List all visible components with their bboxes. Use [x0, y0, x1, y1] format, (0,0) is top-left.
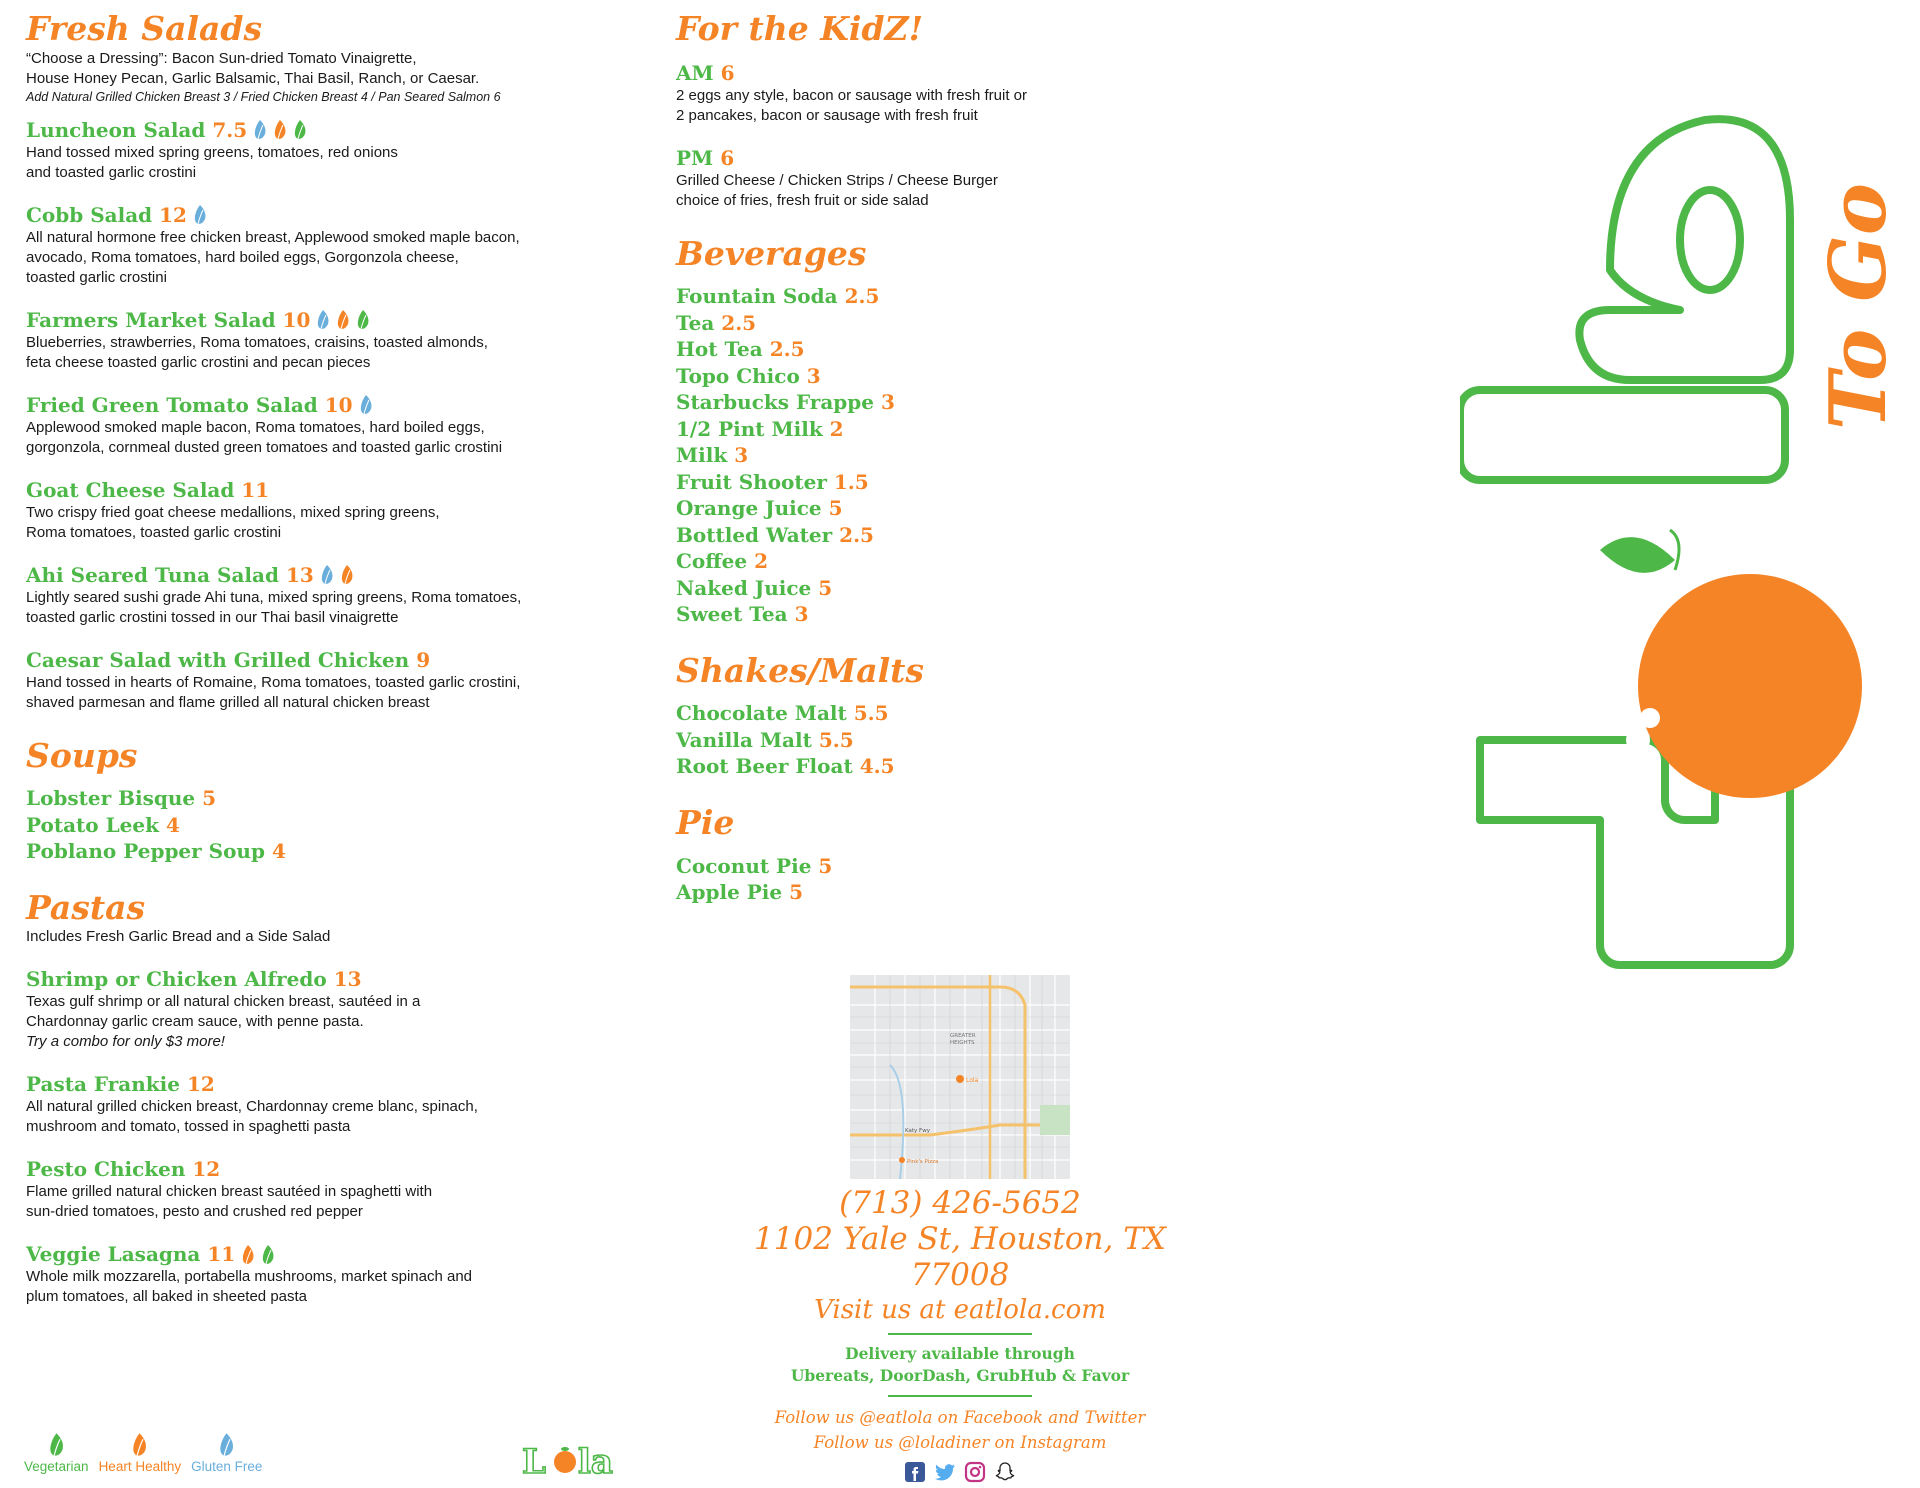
description-line: Lightly seared sushi grade Ahi tuna, mixed spring greens, Roma tomatoes, [26, 588, 522, 606]
item-price: 11 [241, 477, 270, 502]
description-line: Roma tomatoes, toasted garlic crostini [26, 523, 282, 541]
addons-note: Add Natural Grilled Chicken Breast 3 / Fried Chicken Breast 4 / Pan Seared Salmon 6 [26, 89, 501, 104]
menu-item [676, 753, 1236, 780]
item-name: Pesto Chicken [26, 1157, 186, 1182]
menu-item [26, 393, 666, 458]
map-label: Katy Fwy [905, 1128, 930, 1134]
pie-heading: Pie [676, 802, 735, 842]
middle-column [676, 9, 1236, 906]
beverage-list [676, 283, 1236, 628]
item-price: 10 [282, 307, 311, 332]
item-price: 5 [789, 880, 804, 905]
item-price: 4.5 [859, 754, 895, 779]
menu-item [676, 853, 1236, 880]
item-price: 12 [192, 1157, 221, 1182]
website-link[interactable]: Visit us at eatlola.com [814, 1295, 1106, 1325]
facebook-icon[interactable] [904, 1461, 926, 1483]
description-line: shaved parmesan and flame grilled all natural chicken breast [26, 693, 430, 711]
item-name-row [26, 393, 666, 417]
delivery-note [700, 1343, 1220, 1387]
pie-list [676, 853, 1236, 906]
item-name: Cobb Salad [26, 202, 153, 227]
follow-note [700, 1405, 1220, 1455]
item-name: Starbucks Frappe [676, 390, 874, 415]
item-price: 12 [186, 1072, 215, 1097]
menu-item [676, 575, 1236, 602]
item-price: 13 [333, 967, 362, 992]
item-name-row [26, 563, 666, 587]
lola-to-go-logo [1460, 100, 1920, 1040]
item-name-row [26, 478, 666, 502]
item-price: 3 [881, 390, 895, 415]
menu-item [676, 601, 1236, 628]
menu-item [26, 308, 666, 373]
description-line: choice of fries, fresh fruit or side salad [676, 191, 929, 209]
menu-item [676, 495, 1236, 522]
pastas-note: Includes Fresh Garlic Bread and a Side Salad [26, 928, 331, 946]
svg-text:L: L [522, 1442, 546, 1480]
item-price: 2.5 [844, 284, 880, 309]
menu-item [676, 146, 1236, 211]
item-price: 13 [285, 562, 314, 587]
description-line: toasted garlic crostini tossed in our Thai basil vinaigrette [26, 608, 399, 626]
item-name-row [26, 118, 666, 142]
gluten-free-leaf-icon [193, 204, 207, 225]
menu-item [26, 648, 666, 713]
menu-item [676, 879, 1236, 906]
item-name: Fried Green Tomato Salad [26, 392, 318, 417]
menu-item [676, 548, 1236, 575]
gluten-free-leaf-icon [320, 564, 334, 585]
item-name: Veggie Lasagna [26, 1242, 201, 1267]
twitter-icon[interactable] [934, 1461, 956, 1483]
item-name-row [676, 146, 1236, 170]
svg-text:la: la [578, 1442, 613, 1480]
item-price: 2.5 [839, 522, 874, 547]
item-price: 9 [416, 647, 431, 672]
item-name: Orange Juice [676, 496, 822, 521]
menu-item [26, 812, 666, 839]
menu-item [676, 336, 1236, 363]
item-description [26, 588, 666, 628]
item-price: 2 [754, 549, 769, 574]
menu-item [676, 469, 1236, 496]
salads-section [26, 9, 666, 713]
location-pin-icon [956, 1075, 964, 1083]
delivery-line: Delivery available through [845, 1344, 1075, 1363]
vegetarian-leaf-icon [261, 1244, 275, 1265]
item-price: 2 [829, 416, 844, 441]
location-pin-icon [899, 1157, 905, 1163]
item-name: Topo Chico [676, 363, 800, 388]
heart-healthy-leaf-icon [99, 1432, 182, 1457]
menu-item [26, 785, 666, 812]
menu-item [676, 416, 1236, 443]
description-line: Texas gulf shrimp or all natural chicken breast, sautéed in a [26, 993, 421, 1011]
menu-item [26, 1242, 666, 1307]
kids-heading: For the KidZ! [676, 9, 924, 48]
pasta-list [26, 967, 666, 1307]
phone-number[interactable]: (713) 426-5652 [839, 1185, 1081, 1221]
divider [888, 1395, 1032, 1397]
shakes-section [676, 650, 1236, 780]
map-label: Pink's Pizza [907, 1159, 939, 1165]
item-description [676, 86, 1236, 126]
item-name: Ahi Seared Tuna Salad [26, 562, 279, 587]
description-line: Hand tossed in hearts of Romaine, Roma tomatoes, toasted garlic crostini, [26, 673, 521, 691]
item-name-row [676, 61, 1236, 85]
gluten-free-leaf-icon [316, 309, 330, 330]
beverages-heading: Beverages [676, 233, 867, 273]
item-price: 2.5 [721, 310, 757, 335]
item-name-row [26, 1242, 666, 1266]
item-name: Farmers Market Salad [26, 307, 276, 332]
item-description [26, 673, 666, 713]
combo-note: Try a combo for only $3 more! [26, 1033, 225, 1051]
legend-item-gluten-free [191, 1432, 262, 1474]
delivery-line: Ubereats, DoorDash, GrubHub & Favor [790, 1366, 1130, 1385]
follow-line: Follow us @loladiner on Instagram [813, 1433, 1107, 1452]
item-name: Luncheon Salad [26, 117, 206, 142]
item-name: AM [676, 60, 714, 85]
dressing-note [26, 49, 666, 89]
description-line: Two crispy fried goat cheese medallions, mixed spring greens, [26, 503, 440, 521]
menu-item [676, 363, 1236, 390]
menu-item [26, 563, 666, 628]
description-line: feta cheese toasted garlic crostini and pecan pieces [26, 353, 371, 371]
heart-healthy-leaf-icon [336, 309, 350, 330]
description-line: sun-dried tomatoes, pesto and crushed red pepper [26, 1203, 363, 1221]
description-line: mushroom and tomato, tossed in spaghetti pasta [26, 1118, 351, 1136]
item-name-row [26, 308, 666, 332]
description-line: 2 pancakes, bacon or sausage with fresh fruit [676, 106, 978, 124]
description-line: 2 eggs any style, bacon or sausage with fresh fruit or [676, 86, 1028, 104]
follow-line: Follow us @eatlola on Facebook and Twitter [774, 1408, 1146, 1427]
heart-healthy-leaf-icon [273, 119, 287, 140]
description-line: plum tomatoes, all baked in sheeted pasta [26, 1288, 308, 1306]
menu-item [26, 1072, 666, 1137]
vegetarian-leaf-icon [356, 309, 370, 330]
heart-healthy-leaf-icon [340, 564, 354, 585]
item-name: Coconut Pie [676, 853, 812, 878]
item-name: Apple Pie [676, 880, 783, 905]
item-name: Fountain Soda [676, 284, 838, 309]
description-line: and toasted garlic crostini [26, 163, 197, 181]
menu-item [676, 310, 1236, 337]
description-line: Flame grilled natural chicken breast sautéed in spaghetti with [26, 1183, 433, 1201]
item-description [26, 992, 666, 1052]
item-name: Caesar Salad with Grilled Chicken [26, 647, 410, 672]
item-price: 5 [818, 853, 833, 878]
description-line: Whole milk mozzarella, portabella mushrooms, market spinach and [26, 1268, 473, 1286]
instagram-icon[interactable] [964, 1461, 986, 1483]
item-price: 5.5 [818, 727, 854, 752]
location-map[interactable] [850, 975, 1070, 1179]
description-line: toasted garlic crostini [26, 268, 167, 286]
item-description [26, 1267, 666, 1307]
item-price: 5 [202, 786, 217, 811]
gluten-free-leaf-icon [253, 119, 267, 140]
item-description [26, 503, 666, 543]
vegetarian-leaf-icon [24, 1432, 89, 1457]
item-description [26, 143, 666, 183]
item-price: 5 [828, 496, 843, 521]
description-line: Grilled Cheese / Chicken Strips / Cheese Burger [676, 171, 998, 189]
item-name: Poblano Pepper Soup [26, 839, 265, 864]
item-price: 12 [159, 202, 187, 227]
soups-heading: Soups [26, 735, 138, 775]
item-description [676, 171, 1236, 211]
menu-item [676, 442, 1236, 469]
item-price: 4 [165, 812, 180, 837]
item-name: Pasta Frankie [26, 1072, 180, 1097]
item-name: Coffee [676, 549, 748, 574]
item-description [26, 228, 666, 288]
item-name: PM [676, 145, 714, 170]
item-price: 4 [271, 839, 286, 864]
item-description [26, 418, 666, 458]
item-price: 3 [734, 443, 749, 468]
menu-item [26, 478, 666, 543]
item-price: 2.5 [769, 337, 805, 362]
lola-small-logo [522, 1440, 622, 1480]
pastas-heading: Pastas [26, 887, 146, 927]
contact-block [700, 975, 1220, 1483]
item-description [26, 333, 666, 373]
gluten-free-leaf-icon [191, 1432, 262, 1457]
description-line: Chardonnay garlic cream sauce, with penne pasta. [26, 1013, 364, 1031]
item-price: 1.5 [833, 469, 869, 494]
salads-heading: Fresh Salads [26, 9, 263, 48]
item-price: 3 [794, 602, 809, 627]
item-name: Root Beer Float [676, 754, 853, 779]
item-name-row [26, 203, 666, 227]
map-label: Lola [966, 1077, 979, 1084]
item-name: Naked Juice [676, 575, 812, 600]
description-line: Hand tossed mixed spring greens, tomatoes, red onions [26, 143, 398, 161]
menu-item [676, 522, 1236, 549]
map-label: GREATER [950, 1033, 976, 1039]
description-line: avocado, Roma tomatoes, hard boiled eggs, Gorgonzola cheese, [26, 248, 459, 266]
menu-item [26, 203, 666, 288]
shakes-heading: Shakes/Malts [676, 650, 924, 690]
item-name: Potato Leek [26, 812, 159, 837]
description-line: Applewood smoked maple bacon, Roma tomatoes, hard boiled eggs, [26, 418, 485, 436]
pie-section [676, 802, 1236, 906]
legend-item-vegetarian [24, 1432, 89, 1474]
item-name-row [26, 1157, 666, 1181]
item-name: Goat Cheese Salad [26, 477, 235, 502]
heart-healthy-leaf-icon [241, 1244, 255, 1265]
gluten-free-leaf-icon [359, 394, 373, 415]
menu-item [676, 727, 1236, 754]
beverages-section [676, 233, 1236, 628]
item-name: Hot Tea [676, 337, 763, 362]
menu-item [26, 118, 666, 183]
divider [888, 1333, 1032, 1335]
legend [24, 1432, 262, 1474]
logo-tagline: To Go [1813, 183, 1904, 430]
item-description [26, 1182, 666, 1222]
legend-label: Heart Healthy [98, 1459, 182, 1474]
menu-item [676, 61, 1236, 126]
description-line: Blueberries, strawberries, Roma tomatoes, craisins, toasted almonds, [26, 333, 488, 351]
vegetarian-leaf-icon [293, 119, 307, 140]
item-price: 10 [324, 392, 353, 417]
item-price: 5 [818, 575, 833, 600]
soup-list [26, 785, 666, 865]
item-name: Vanilla Malt [676, 727, 812, 752]
legend-item-heart-healthy [99, 1432, 182, 1474]
snapchat-icon[interactable] [994, 1461, 1016, 1483]
item-name: Tea [676, 310, 715, 335]
item-name-row [26, 967, 666, 991]
kids-section [676, 9, 1236, 211]
item-name: Sweet Tea [676, 602, 788, 627]
item-name-row [26, 648, 666, 672]
item-name: Milk [676, 443, 728, 468]
description-line: gorgonzola, cornmeal dusted green tomatoes and toasted garlic crostini [26, 438, 503, 456]
kids-list [676, 61, 1236, 211]
item-name: Shrimp or Chicken Alfredo [26, 967, 327, 992]
menu-item [26, 967, 666, 1052]
map-label: HEIGHTS [950, 1040, 975, 1046]
item-price: 3 [806, 363, 821, 388]
item-description [26, 1097, 666, 1137]
legend-label: Vegetarian [24, 1459, 89, 1474]
item-name: Fruit Shooter [676, 469, 827, 494]
item-price: 11 [207, 1242, 236, 1267]
item-name-row [26, 1072, 666, 1096]
item-name: Bottled Water [676, 522, 833, 547]
description-line: All natural hormone free chicken breast, Applewood smoked maple bacon, [26, 228, 520, 246]
item-name: 1/2 Pint Milk [676, 416, 823, 441]
menu-item [676, 700, 1236, 727]
description-line: All natural grilled chicken breast, Chardonnay creme blanc, spinach, [26, 1098, 478, 1116]
salad-list [26, 118, 666, 713]
address: 1102 Yale St, Houston, TX 77008 [754, 1221, 1166, 1293]
menu-item [676, 389, 1236, 416]
left-column [26, 9, 666, 1307]
soups-section [26, 735, 666, 865]
social-icons [700, 1461, 1220, 1483]
shake-list [676, 700, 1236, 780]
legend-label: Gluten Free [191, 1459, 263, 1474]
item-price: 6 [720, 145, 735, 170]
menu-item [26, 838, 666, 865]
item-price: 5.5 [853, 701, 889, 726]
menu-item [26, 1157, 666, 1222]
menu-item [676, 283, 1236, 310]
item-price: 6 [720, 60, 735, 85]
dressing-note-line: “Choose a Dressing”: Bacon Sun-dried Tomato Vinaigrette, [26, 49, 417, 67]
dressing-note-line: House Honey Pecan, Garlic Balsamic, Thai Basil, Ranch, or Caesar. [26, 69, 480, 87]
item-price: 7.5 [212, 117, 248, 142]
pastas-section [26, 887, 666, 1308]
item-name: Chocolate Malt [676, 701, 847, 726]
item-name: Lobster Bisque [26, 786, 196, 811]
